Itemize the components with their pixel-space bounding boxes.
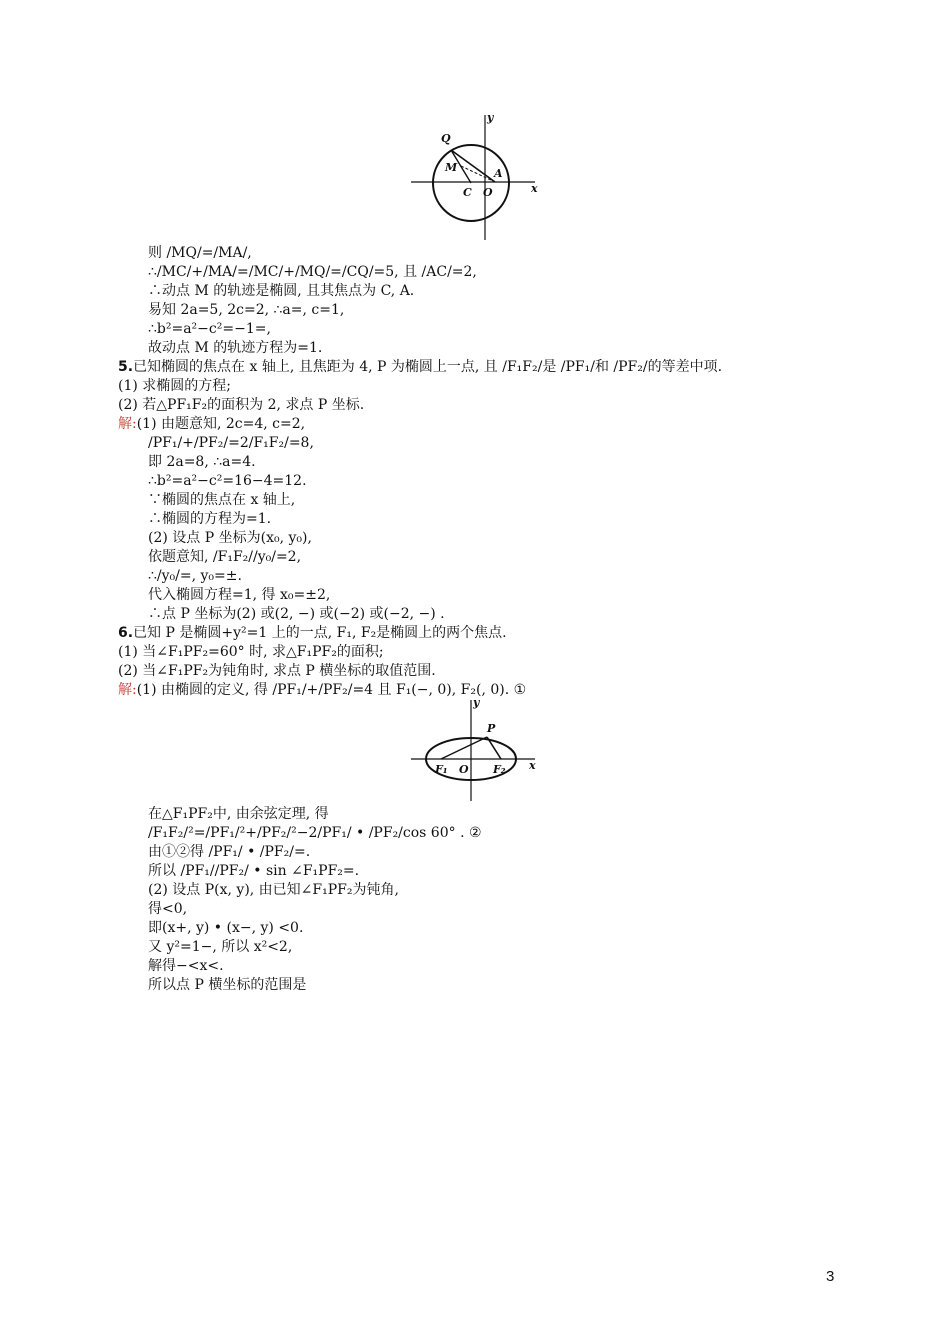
segment-qa bbox=[451, 150, 495, 182]
label-p: P bbox=[487, 722, 496, 735]
q5-number: 5. bbox=[118, 359, 134, 375]
q6-s3: /F₁F₂/²=/PF₁/²+/PF₂/²−2/PF₁/ • /PF₂/cos 60° . ② bbox=[148, 825, 482, 841]
q6-stem-text: 已知 P 是椭圆+y²=1 上的一点, F₁, F₂是椭圆上的两个焦点. bbox=[133, 625, 507, 641]
label-q: Q bbox=[441, 132, 451, 145]
p4-line3: ∴动点 M 的轨迹是椭圆, 且其焦点为 C, A. bbox=[148, 283, 415, 299]
q6-s11: 所以点 P 横坐标的范围是 bbox=[148, 977, 307, 993]
q5-s10: 代入椭圆方程=1, 得 x₀=±2, bbox=[148, 587, 331, 603]
p4-line1: 则 /MQ/=/MA/, bbox=[148, 245, 252, 261]
q6-s4: 由①②得 /PF₁/ • /PF₂/=. bbox=[148, 844, 311, 860]
p4-line5: ∴b²=a²−c²=−1=, bbox=[148, 321, 271, 337]
q5-s4: ∴b²=a²−c²=16−4=12. bbox=[148, 473, 307, 489]
label-a: A bbox=[494, 167, 503, 180]
label-o: O bbox=[459, 763, 469, 776]
q5-s1: (1) 由题意知, 2c=4, c=2, bbox=[136, 416, 306, 432]
q6-s9: 又 y²=1−, 所以 x²<2, bbox=[148, 939, 293, 955]
q5-s3: 即 2a=8, ∴a=4. bbox=[148, 454, 256, 470]
q6-part2: (2) 当∠F₁PF₂为钝角时, 求点 P 横坐标的取值范围. bbox=[118, 663, 436, 679]
q6-part1: (1) 当∠F₁PF₂=60° 时, 求△F₁PF₂的面积; bbox=[118, 644, 384, 660]
q6-s8: 即(x+, y) • (x−, y) <0. bbox=[148, 920, 304, 936]
p4-line4: 易知 2a=5, 2c=2, ∴a=, c=1, bbox=[148, 302, 345, 318]
label-o: O bbox=[483, 186, 493, 199]
q5-part2: (2) 若△PF₁F₂的面积为 2, 求点 P 坐标. bbox=[118, 397, 365, 413]
q6-s10: 解得−<x<. bbox=[148, 958, 224, 974]
q6-s5: 所以 /PF₁//PF₂/ • sin ∠F₁PF₂=. bbox=[148, 863, 360, 879]
label-x: x bbox=[529, 759, 536, 772]
label-y: y bbox=[487, 111, 494, 124]
ellipse-figure bbox=[405, 695, 555, 805]
label-x: x bbox=[531, 182, 538, 195]
q5-stem-text: 已知椭圆的焦点在 x 轴上, 且焦距为 4, P 为椭圆上一点, 且 /F₁F₂/是 /PF₁/和 /PF₂/的等差中项. bbox=[133, 359, 723, 375]
q6-s1: (1) 由椭圆的定义, 得 /PF₁/+/PF₂/=4 且 F₁(−, 0), F₂(, 0). ① bbox=[136, 682, 527, 698]
q6-s7: 得<0, bbox=[148, 901, 188, 917]
q5-s9: ∴/y₀/=, y₀=±. bbox=[148, 568, 242, 584]
q6-s2: 在△F₁PF₂中, 由余弦定理, 得 bbox=[148, 806, 329, 822]
label-y: y bbox=[473, 696, 480, 709]
q6-jie-label: 解: bbox=[118, 682, 137, 698]
label-f2: F₂ bbox=[493, 763, 506, 776]
page-number: 3 bbox=[826, 1268, 835, 1285]
q5-s11: ∴点 P 坐标为(2) 或(2, −) 或(−2) 或(−2, −) . bbox=[148, 606, 445, 622]
p4-line6: 故动点 M 的轨迹方程为=1. bbox=[148, 340, 323, 356]
q5-s7: (2) 设点 P 坐标为(x₀, y₀), bbox=[148, 530, 312, 546]
q6-number: 6. bbox=[118, 625, 134, 641]
q5-s8: 依题意知, /F₁F₂//y₀/=2, bbox=[148, 549, 302, 565]
q5-s6: ∴椭圆的方程为=1. bbox=[148, 511, 272, 527]
q5-jie-label: 解: bbox=[118, 416, 137, 432]
q5-solution-line1 bbox=[118, 415, 305, 433]
q6-stem bbox=[118, 624, 507, 642]
q5-s2: /PF₁/+/PF₂/=2/F₁F₂/=8, bbox=[148, 435, 314, 451]
label-f1: F₁ bbox=[435, 763, 448, 776]
label-m: M bbox=[445, 161, 458, 174]
q5-stem bbox=[118, 358, 722, 376]
p4-line2: ∴/MC/+/MA/=/MC/+/MQ/=/CQ/=5, 且 /AC/=2, bbox=[148, 264, 477, 280]
q6-s6: (2) 设点 P(x, y), 由已知∠F₁PF₂为钝角, bbox=[148, 882, 399, 898]
q5-part1: (1) 求椭圆的方程; bbox=[118, 378, 231, 394]
circle-figure bbox=[405, 110, 555, 245]
label-c: C bbox=[463, 186, 472, 199]
q5-s5: ∵椭圆的焦点在 x 轴上, bbox=[148, 492, 296, 508]
